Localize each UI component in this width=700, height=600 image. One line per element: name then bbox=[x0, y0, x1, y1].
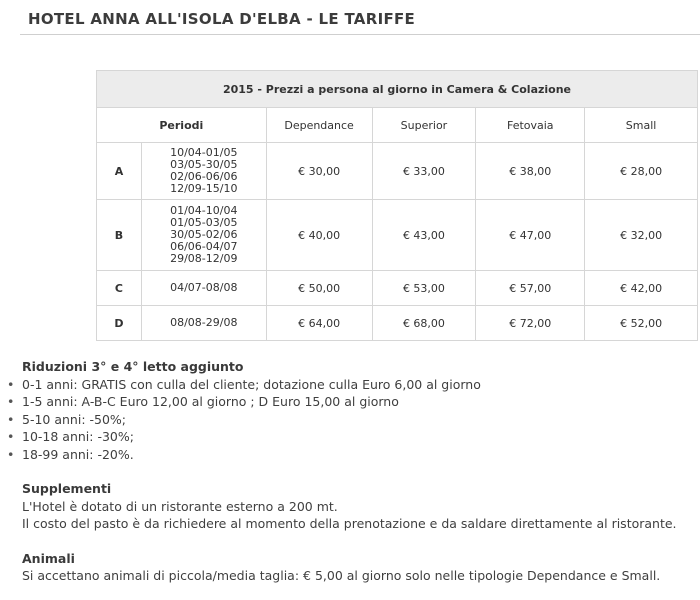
period-date: 01/05-03/05 bbox=[170, 216, 238, 229]
price-fetovaia: € 38,00 bbox=[476, 143, 585, 200]
notes-section bbox=[22, 358, 700, 585]
period-date: 30/05-02/06 bbox=[170, 228, 238, 241]
reductions-heading: Riduzioni 3° e 4° letto aggiunto bbox=[22, 359, 244, 374]
column-header-small: Small bbox=[585, 108, 698, 143]
period-date: 02/06-06/06 bbox=[170, 170, 238, 183]
animals-text: Si accettano animali di piccola/media taglia: € 5,00 al giorno solo nelle tipologie Dependance e Small. bbox=[22, 568, 661, 583]
supplements-heading: Supplementi bbox=[22, 481, 112, 496]
period-dates bbox=[141, 143, 266, 200]
page-title: HOTEL ANNA ALL'ISOLA D'ELBA - LE TARIFFE bbox=[28, 10, 416, 28]
period-date: 12/09-15/10 bbox=[170, 182, 238, 195]
price-fetovaia: € 57,00 bbox=[476, 271, 585, 306]
table-caption: 2015 - Prezzi a persona al giorno in Camera & Colazione bbox=[97, 71, 698, 108]
list-item: • 5-10 anni: -50%; bbox=[22, 411, 700, 429]
period-date: 03/05-30/05 bbox=[170, 158, 238, 171]
period-date: 06/06-04/07 bbox=[170, 240, 238, 253]
table-row bbox=[97, 200, 698, 271]
table-row bbox=[97, 143, 698, 200]
table-header-row bbox=[97, 108, 698, 143]
reductions-list bbox=[22, 376, 700, 464]
price-dependance: € 40,00 bbox=[266, 200, 372, 271]
price-fetovaia: € 47,00 bbox=[476, 200, 585, 271]
list-item: • 0-1 anni: GRATIS con culla del cliente; dotazione culla Euro 6,00 al giorno bbox=[22, 376, 700, 394]
price-dependance: € 50,00 bbox=[266, 271, 372, 306]
price-superior: € 68,00 bbox=[372, 306, 476, 341]
period-dates bbox=[141, 306, 266, 341]
period-date: 01/04-10/04 bbox=[170, 204, 238, 217]
column-header-superior: Superior bbox=[372, 108, 476, 143]
price-small: € 52,00 bbox=[585, 306, 698, 341]
period-letter: B bbox=[97, 200, 142, 271]
list-item: • 10-18 anni: -30%; bbox=[22, 428, 700, 446]
list-item: • 1-5 anni: A-B-C Euro 12,00 al giorno ; D Euro 15,00 al giorno bbox=[22, 393, 700, 411]
supplements-text: L'Hotel è dotato di un ristorante esterno a 200 mt. bbox=[22, 498, 338, 514]
price-small: € 42,00 bbox=[585, 271, 698, 306]
period-date: 10/04-01/05 bbox=[170, 146, 238, 159]
period-date: 08/08-29/08 bbox=[170, 316, 238, 329]
table-caption-row bbox=[97, 71, 698, 108]
supplements-text: Il costo del pasto è da richiedere al momento della prenotazione e da saldare direttamente al ristorante. bbox=[22, 516, 677, 531]
period-dates bbox=[141, 271, 266, 306]
price-table bbox=[96, 70, 698, 341]
period-dates bbox=[141, 200, 266, 271]
animals-heading: Animali bbox=[22, 550, 75, 566]
price-dependance: € 64,00 bbox=[266, 306, 372, 341]
period-letter: D bbox=[97, 306, 142, 341]
period-letter: A bbox=[97, 143, 142, 200]
list-item: • 18-99 anni: -20%. bbox=[22, 446, 700, 464]
table-row bbox=[97, 271, 698, 306]
title-divider bbox=[20, 34, 700, 35]
price-superior: € 43,00 bbox=[372, 200, 476, 271]
price-superior: € 33,00 bbox=[372, 143, 476, 200]
column-header-periodi: Periodi bbox=[97, 108, 267, 143]
column-header-dependance: Dependance bbox=[266, 108, 372, 143]
column-header-fetovaia: Fetovaia bbox=[476, 108, 585, 143]
period-date: 29/08-12/09 bbox=[170, 252, 238, 265]
price-superior: € 53,00 bbox=[372, 271, 476, 306]
price-fetovaia: € 72,00 bbox=[476, 306, 585, 341]
table-row bbox=[97, 306, 698, 341]
price-small: € 28,00 bbox=[585, 143, 698, 200]
price-dependance: € 30,00 bbox=[266, 143, 372, 200]
period-date: 04/07-08/08 bbox=[170, 281, 238, 294]
price-small: € 32,00 bbox=[585, 200, 698, 271]
period-letter: C bbox=[97, 271, 142, 306]
